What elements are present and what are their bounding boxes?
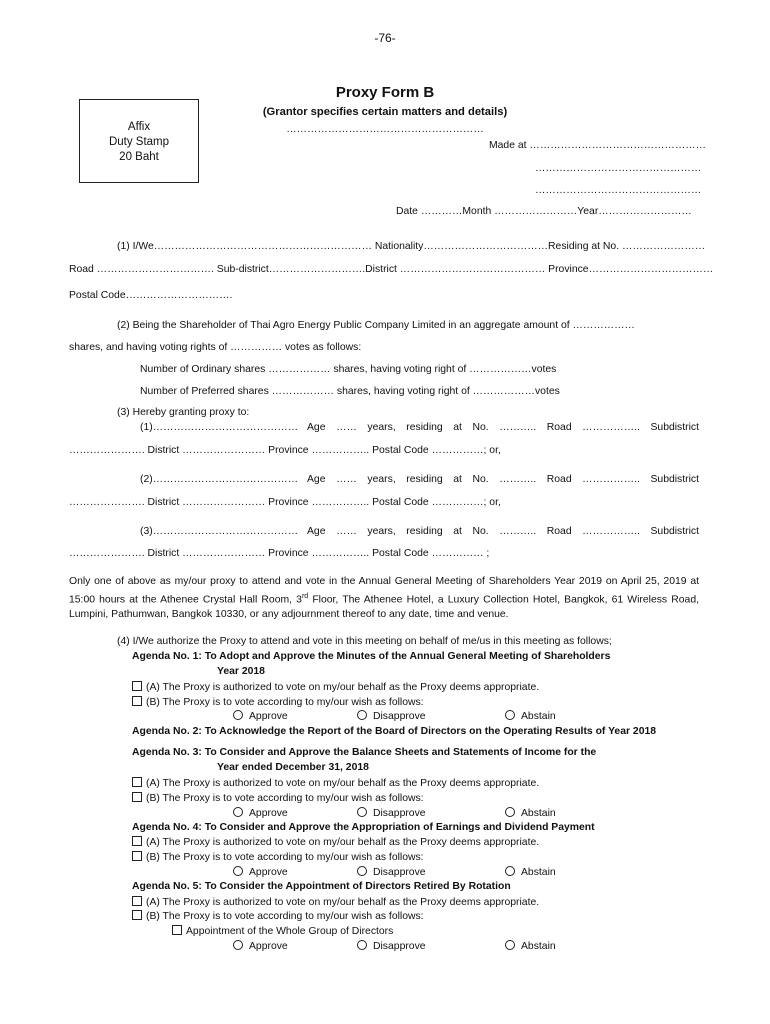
authorize-line: (4) I/We authorize the Proxy to attend and vote in this meeting on behalf of me/us in this meeting as follows; bbox=[117, 636, 612, 647]
radio-icon[interactable] bbox=[233, 940, 243, 950]
disapprove-label: Disapprove bbox=[373, 711, 426, 722]
radio-icon[interactable] bbox=[357, 710, 367, 720]
radio-icon[interactable] bbox=[357, 866, 367, 876]
date-field[interactable]: Date …………Month ……………………Year……………………… bbox=[396, 206, 692, 217]
agenda-3-title-cont: Year ended December 31, 2018 bbox=[217, 762, 369, 773]
proxy-3-details[interactable]: Age …… years, residing at No. ……….. Road …………….. Subdistrict bbox=[307, 526, 699, 537]
radio-icon[interactable] bbox=[505, 940, 515, 950]
abstain-label: Abstain bbox=[521, 711, 556, 722]
radio-icon[interactable] bbox=[505, 710, 515, 720]
form-title: Proxy Form B bbox=[335, 84, 435, 101]
checkbox-icon[interactable] bbox=[132, 851, 142, 861]
checkbox-icon[interactable] bbox=[172, 925, 182, 935]
proxy-1-details[interactable]: Age …… years, residing at No. ……….. Road …………….. Subdistrict bbox=[307, 422, 699, 433]
made-at-line-3[interactable]: ………………………………………… bbox=[535, 185, 702, 196]
option-b-label: (B) The Proxy is to vote according to my/our wish as follows: bbox=[146, 852, 424, 863]
agenda-5-option-b[interactable] bbox=[132, 910, 424, 922]
agenda-3-option-a[interactable] bbox=[132, 777, 539, 789]
agenda-1-disapprove[interactable] bbox=[357, 710, 426, 722]
radio-icon[interactable] bbox=[505, 807, 515, 817]
option-b-label: (B) The Proxy is to vote according to my/our wish as follows: bbox=[146, 911, 424, 922]
shareholder-line-1: (2) Being the Shareholder of Thai Agro Energy Public Company Limited in an aggregate amount of ……………… bbox=[117, 320, 635, 331]
made-at-line-2[interactable]: ………………………………………… bbox=[535, 163, 702, 174]
checkbox-icon[interactable] bbox=[132, 681, 142, 691]
agenda-1-option-b[interactable] bbox=[132, 696, 424, 708]
subtitle-dots: ………………………………………………… bbox=[286, 124, 484, 135]
abstain-label: Abstain bbox=[521, 808, 556, 819]
meeting-text-2: Floor, The Athenee Hotel, a Luxury Collection Hotel, Bangkok, 61 Wireless Road, Lumpini, Pathumwan, Bangkok 10330, or any adjournment thereof to any date, time and venue. bbox=[69, 594, 699, 621]
agenda-3-disapprove[interactable] bbox=[357, 807, 426, 819]
made-at-field[interactable]: Made at …………………………………………… bbox=[489, 140, 707, 151]
agenda-5-option-a[interactable] bbox=[132, 896, 539, 908]
stamp-line-1: Affix bbox=[127, 121, 151, 133]
agenda-3-abstain[interactable] bbox=[505, 807, 556, 819]
abstain-label: Abstain bbox=[521, 867, 556, 878]
checkbox-icon[interactable] bbox=[132, 696, 142, 706]
agenda-4-option-b[interactable] bbox=[132, 851, 424, 863]
disapprove-label: Disapprove bbox=[373, 867, 426, 878]
agenda-1-approve[interactable] bbox=[233, 710, 288, 722]
grant-heading: (3) Hereby granting proxy to: bbox=[117, 407, 250, 418]
proxy-1-name[interactable]: (1)…………………………………… bbox=[140, 422, 299, 433]
agenda-1-option-a[interactable] bbox=[132, 681, 539, 693]
stamp-line-3: 20 Baht bbox=[119, 151, 159, 163]
agenda-4-disapprove[interactable] bbox=[357, 866, 426, 878]
checkbox-icon[interactable] bbox=[132, 777, 142, 787]
checkbox-icon[interactable] bbox=[132, 896, 142, 906]
option-a-label: (A) The Proxy is authorized to vote on my/our behalf as the Proxy deems appropriate. bbox=[146, 778, 540, 789]
disapprove-label: Disapprove bbox=[373, 808, 426, 819]
proxy-2-details[interactable]: Age …… years, residing at No. ……….. Road …………….. Subdistrict bbox=[307, 474, 699, 485]
shareholder-line-2: shares, and having voting rights of …………… votes as follows: bbox=[69, 342, 362, 353]
proxy-2-name[interactable]: (2)…………………………………… bbox=[140, 474, 299, 485]
page-number: -76- bbox=[374, 31, 396, 45]
agenda-4-approve[interactable] bbox=[233, 866, 288, 878]
radio-icon[interactable] bbox=[233, 710, 243, 720]
agenda-5-abstain[interactable] bbox=[505, 940, 556, 952]
approve-label: Approve bbox=[249, 808, 288, 819]
meeting-paragraph bbox=[69, 574, 699, 622]
grantor-line-3[interactable]: Postal Code…………………………. bbox=[69, 290, 233, 301]
proxy-1-address[interactable]: …………………. District …………………… Province …………….. Postal Code ……………; or, bbox=[69, 445, 501, 456]
option-a-label: (A) The Proxy is authorized to vote on my/our behalf as the Proxy deems appropriate. bbox=[146, 897, 540, 908]
radio-icon[interactable] bbox=[505, 866, 515, 876]
agenda-5-title: Agenda No. 5: To Consider the Appointment of Directors Retired By Rotation bbox=[132, 881, 511, 892]
agenda-4-title: Agenda No. 4: To Consider and Approve the Appropriation of Earnings and Dividend Payment bbox=[132, 822, 595, 833]
agenda-5-whole-group[interactable] bbox=[172, 925, 393, 937]
duty-stamp-box bbox=[79, 99, 199, 183]
whole-group-label: Appointment of the Whole Group of Directors bbox=[186, 926, 394, 937]
agenda-2-title: Agenda No. 2: To Acknowledge the Report of the Board of Directors on the Operating Results of Year 2018 bbox=[132, 726, 657, 737]
meeting-text-1: Only one of above as my/our proxy to attend and vote in the Annual General Meeting of Shareholders Year 2019 on April 25, 2019 at 15:00 hours at the Athenee Crystal Hall Room, 3 bbox=[69, 576, 699, 606]
meeting-text-sup: rd bbox=[301, 593, 309, 600]
approve-label: Approve bbox=[249, 711, 288, 722]
agenda-5-approve[interactable] bbox=[233, 940, 288, 952]
disapprove-label: Disapprove bbox=[373, 941, 426, 952]
agenda-3-title: Agenda No. 3: To Consider and Approve the Balance Sheets and Statements of Income for the bbox=[132, 747, 597, 758]
agenda-4-abstain[interactable] bbox=[505, 866, 556, 878]
checkbox-icon[interactable] bbox=[132, 792, 142, 802]
proxy-3-address[interactable]: …………………. District …………………… Province …………….. Postal Code …………… ; bbox=[69, 548, 490, 559]
agenda-3-option-b[interactable] bbox=[132, 792, 424, 804]
abstain-label: Abstain bbox=[521, 941, 556, 952]
proxy-3-name[interactable]: (3)…………………………………… bbox=[140, 526, 299, 537]
agenda-1-title-cont: Year 2018 bbox=[217, 666, 265, 677]
preferred-shares-line[interactable]: Number of Preferred shares ……………… shares, having voting right of ………………votes bbox=[140, 386, 560, 397]
agenda-5-disapprove[interactable] bbox=[357, 940, 426, 952]
checkbox-icon[interactable] bbox=[132, 836, 142, 846]
radio-icon[interactable] bbox=[233, 807, 243, 817]
approve-label: Approve bbox=[249, 941, 288, 952]
grantor-line-1[interactable]: (1) I/We……………………………………………………… Nationality………………………………Residing at No. …………………… bbox=[117, 241, 706, 252]
form-subtitle: (Grantor specifies certain matters and details) bbox=[262, 106, 508, 118]
proxy-2-address[interactable]: …………………. District …………………… Province …………….. Postal Code ……………; or, bbox=[69, 497, 501, 508]
agenda-1-title: Agenda No. 1: To Adopt and Approve the Minutes of the Annual General Meeting of Shareholders bbox=[132, 651, 611, 662]
checkbox-icon[interactable] bbox=[132, 910, 142, 920]
agenda-4-option-a[interactable] bbox=[132, 836, 539, 848]
grantor-line-2[interactable]: Road ……………………………. Sub-district……………………….District …………………………………… Province……………………………… bbox=[69, 264, 714, 275]
ordinary-shares-line[interactable]: Number of Ordinary shares ……………… shares, having voting right of ………………votes bbox=[140, 364, 557, 375]
option-b-label: (B) The Proxy is to vote according to my/our wish as follows: bbox=[146, 793, 424, 804]
radio-icon[interactable] bbox=[357, 940, 367, 950]
option-a-label: (A) The Proxy is authorized to vote on my/our behalf as the Proxy deems appropriate. bbox=[146, 837, 540, 848]
agenda-1-abstain[interactable] bbox=[505, 710, 556, 722]
stamp-line-2: Duty Stamp bbox=[108, 136, 170, 148]
option-a-label: (A) The Proxy is authorized to vote on my/our behalf as the Proxy deems appropriate. bbox=[146, 682, 540, 693]
agenda-3-approve[interactable] bbox=[233, 807, 288, 819]
radio-icon[interactable] bbox=[357, 807, 367, 817]
option-b-label: (B) The Proxy is to vote according to my/our wish as follows: bbox=[146, 697, 424, 708]
radio-icon[interactable] bbox=[233, 866, 243, 876]
approve-label: Approve bbox=[249, 867, 288, 878]
